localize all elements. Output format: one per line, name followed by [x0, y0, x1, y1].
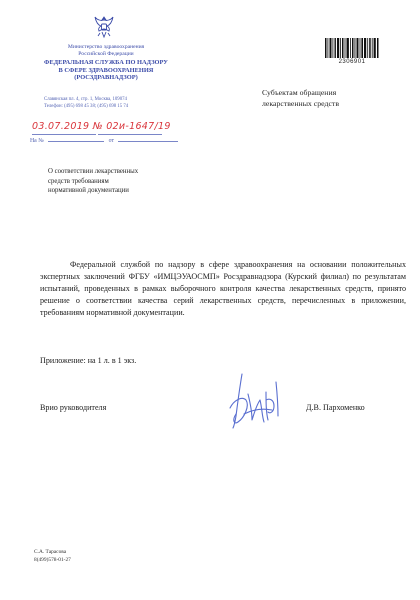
- executor-name: С.А. Тарасова: [34, 549, 67, 555]
- service-line: ФЕДЕРАЛЬНАЯ СЛУЖБА ПО НАДЗОРУ: [44, 59, 168, 66]
- subject-line: О соответствии лекарственных: [48, 168, 139, 175]
- recipient-line: лекарственных средств: [262, 99, 340, 108]
- barcode: [325, 38, 379, 58]
- executor-phone: 8(499)578-01-27: [34, 557, 71, 563]
- executor-block: [34, 548, 71, 564]
- recipient-line: Субъектам обращения: [262, 88, 337, 97]
- barcode-number: 2306901: [338, 59, 366, 65]
- ministry-name: [36, 44, 176, 57]
- address-block: [44, 97, 194, 110]
- letter-body: [40, 259, 406, 319]
- service-name: [18, 59, 194, 82]
- attachment-note: Приложение: на 1 л. в 1 экз.: [40, 356, 137, 365]
- recipient-block: [262, 87, 402, 109]
- body-paragraph: Федеральной службой по надзору в сфере здравоохранения на основании положительных экспертных заключений ФГБУ «ИМЦЭУАОСМП» Росздравнадзора (Курский филиал) по результатам испытаний, проведенных в рамках выборочного контроля качества лекарственных средств, принято решение о соответствии качества серий лекарственных средств, перечисленных в приложении, требованиям нормативной документации.: [40, 260, 406, 318]
- address-line: Телефон: (495) 698 45 38; (495) 698 15 74: [44, 103, 129, 109]
- address-line: Славянская пл. 4, стр. 1, Москва, 109074: [44, 97, 127, 102]
- service-line: В СФЕРЕ ЗДРАВООХРАНЕНИЯ: [58, 66, 154, 74]
- ministry-line: Российской Федерации: [78, 50, 134, 57]
- subject-line: нормативной документации: [48, 187, 129, 195]
- signatory-name: Д.В. Пархоменко: [306, 403, 365, 412]
- reference-number-blank: [48, 137, 104, 142]
- subject-line: средств требованиям: [48, 177, 109, 185]
- service-line: (РОСЗДРАВНАДЗОР): [74, 74, 138, 82]
- registration-number-line: [98, 134, 162, 135]
- reference-no-label: На №: [30, 138, 44, 144]
- reference-date-blank: [118, 137, 178, 142]
- handwritten-signature: [222, 370, 292, 434]
- registration-handwritten: 03.07.2019 № 02и-1647/19: [32, 121, 171, 132]
- ministry-line: Министерство здравоохранения: [67, 44, 145, 50]
- reference-from-label: от: [108, 138, 115, 144]
- reference-row: [30, 137, 181, 144]
- signatory-position: Врио руководителя: [40, 403, 107, 412]
- registration-date-line: [32, 134, 96, 135]
- coat-of-arms-icon: [93, 14, 115, 40]
- subject-block: [48, 167, 168, 196]
